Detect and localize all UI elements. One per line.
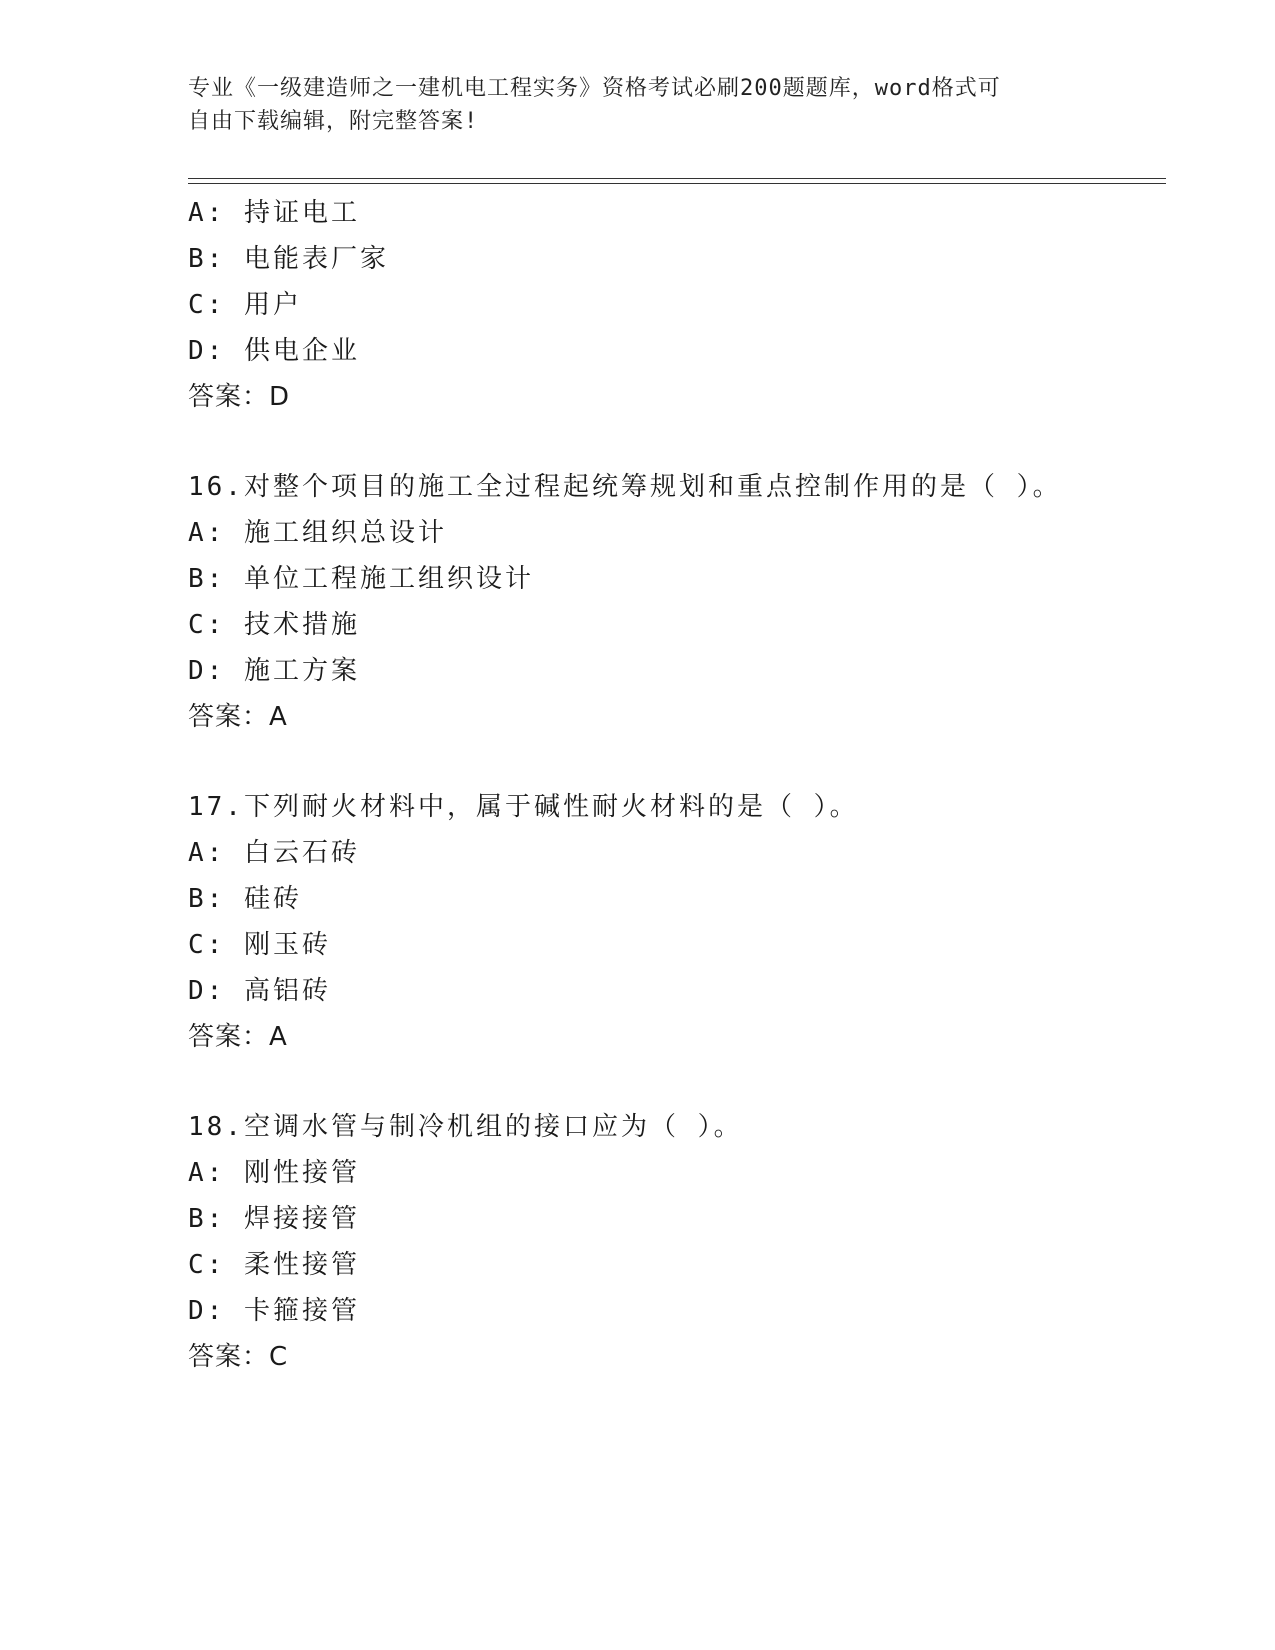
option-b: B: 硅砖 (188, 884, 302, 914)
answer-line: 答案：A (188, 1022, 288, 1052)
question-text: 17.下列耐火材料中，属于碱性耐火材料的是（ ）。 (188, 792, 859, 822)
answer-line: 答案：A (188, 702, 288, 732)
document-header (188, 72, 1068, 138)
question-list (188, 190, 1168, 1380)
spacer (188, 420, 1168, 464)
question-block-16 (188, 464, 1168, 740)
spacer (188, 1060, 1168, 1104)
option-b: B: 单位工程施工组织设计 (188, 564, 534, 594)
question-block-17 (188, 784, 1168, 1060)
header-line-2: 自由下载编辑，附完整答案! (188, 109, 479, 134)
header-divider-bottom (188, 183, 1166, 184)
header-divider-top (188, 178, 1166, 179)
question-text: 18.空调水管与制冷机组的接口应为（ ）。 (188, 1112, 743, 1142)
option-c: C: 刚玉砖 (188, 930, 331, 960)
spacer (188, 740, 1168, 784)
option-a: A: 刚性接管 (188, 1158, 360, 1188)
question-block-18 (188, 1104, 1168, 1380)
question-block-15 (188, 190, 1168, 420)
option-c: C: 用户 (188, 290, 302, 320)
option-a: A: 白云石砖 (188, 838, 360, 868)
answer-line: 答案：D (188, 382, 291, 412)
option-b: B: 焊接接管 (188, 1204, 360, 1234)
option-d: D: 供电企业 (188, 336, 360, 366)
question-text: 16.对整个项目的施工全过程起统筹规划和重点控制作用的是（ ）。 (188, 472, 1062, 502)
answer-line: 答案：C (188, 1342, 289, 1372)
option-a: A: 施工组织总设计 (188, 518, 447, 548)
option-d: D: 施工方案 (188, 656, 360, 686)
option-d: D: 卡箍接管 (188, 1296, 360, 1326)
option-a: A: 持证电工 (188, 198, 360, 228)
option-b: B: 电能表厂家 (188, 244, 389, 274)
option-c: C: 柔性接管 (188, 1250, 360, 1280)
option-c: C: 技术措施 (188, 610, 360, 640)
header-line-1: 专业《一级建造师之一建机电工程实务》资格考试必刷200题题库，word格式可 (188, 76, 1001, 101)
option-d: D: 高铝砖 (188, 976, 331, 1006)
